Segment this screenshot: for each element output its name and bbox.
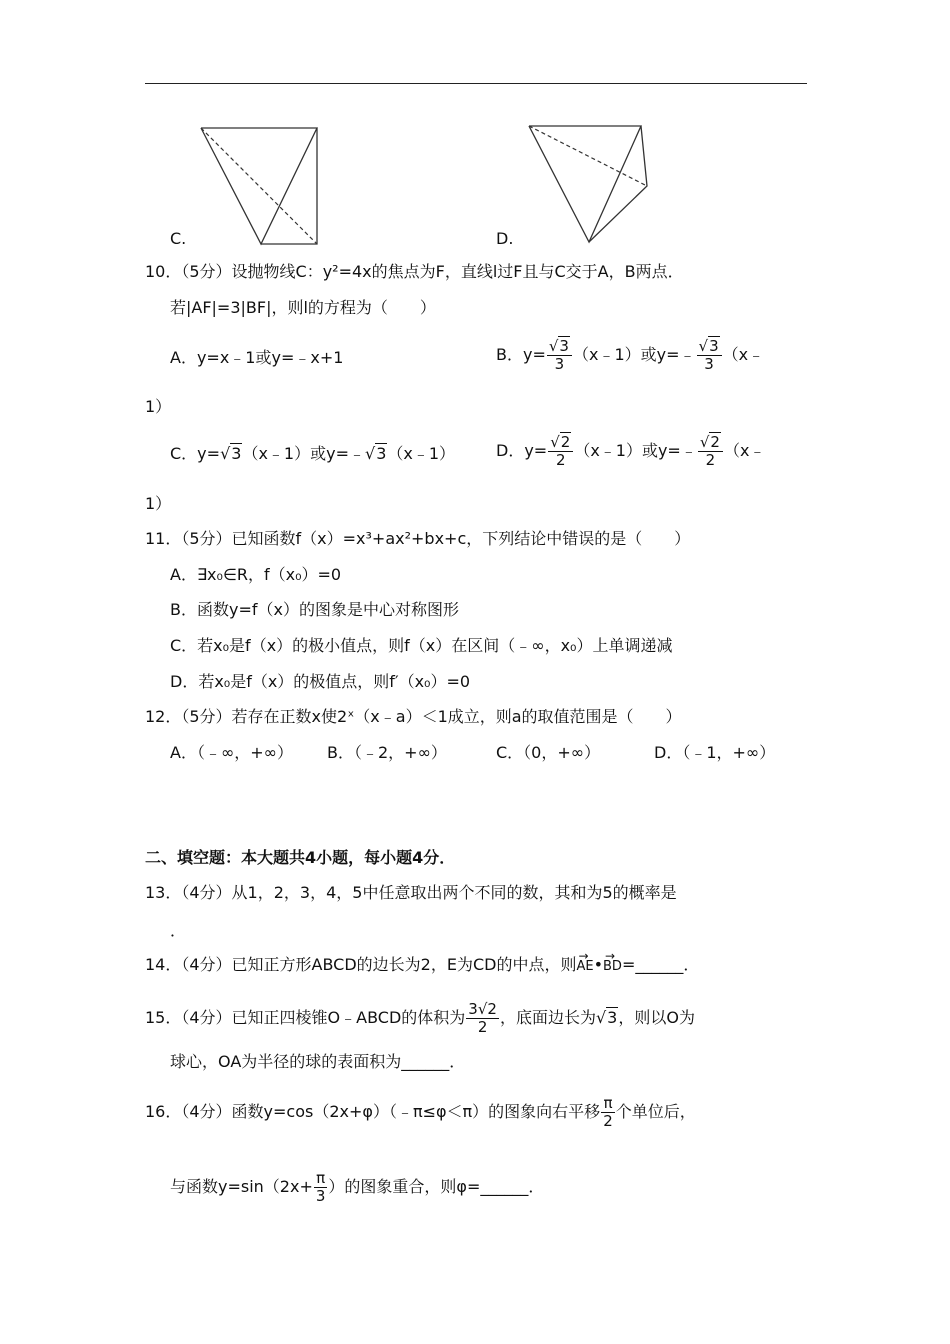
figure-c-dashed-line [201,128,317,244]
q15-sqrt: √3 [595,1008,618,1027]
q11-option-a: A．∃x₀∈R，f（x₀）=0 [170,565,342,584]
q10-stem: 10．（5分）设抛物线C：y²=4x的焦点为F，直线l过F且与C交于A，B两点． [145,262,684,281]
q16-frac-pi-3: $\frac{\pi}{3}$ [315,1169,326,1205]
q10-c-post: （x﹣1） [387,444,456,463]
q16-frac-pi-2: $\frac{\pi}{2}$ [603,1094,613,1130]
figure-d [523,122,653,250]
q12-option-d: D．（﹣1，+∞） [654,743,776,762]
q16-line2 [170,1170,544,1205]
q15-post: ，则以O为 [618,1008,695,1027]
figure-d-dashed-line [529,126,647,186]
q10-d-pre: D．y= [496,441,548,460]
q13-tail: ． [170,921,187,940]
q10-d-frac-1: $\frac{√2}{2}$ [548,434,573,469]
q16-line2-post: ）的图象重合，则φ=______． [328,1177,545,1196]
figure-c [195,122,325,250]
q10-b-pre: B．y= [496,345,546,364]
q10-c-sqrt-2: √3 [364,444,387,463]
q15-pre: 15．（4分）已知正四棱锥O﹣ABCD的体积为 [145,1008,466,1027]
q13-stem: 13．（4分）从1，2，3，4，5中任意取出两个不同的数，其和为5的概率是 [145,883,677,902]
q10-option-a: A．y=x﹣1或y=﹣x+1 [170,348,344,367]
figure-c-label: C. [170,229,187,248]
q16-line2-pre: 与函数y=sin（2x+ [170,1177,313,1196]
q16-post: 个单位后， [615,1102,696,1121]
q10-option-b [496,338,764,373]
q10-option-b-wrap: 1） [145,397,172,416]
q10-d-frac-2: $\frac{√2}{2}$ [698,434,723,469]
q10-b-frac1-rad: 3 [559,337,569,355]
q14-text: 14．（4分）已知正方形ABCD的边长为2，E为CD的中点，则 [145,955,577,974]
q16-pre: 16．（4分）函数y=cos（2x+φ）（﹣π≤φ＜π）的图象向右平移 [145,1102,601,1121]
q15-line1 [145,1001,695,1036]
q11-option-d: D．若x₀是f（x）的极值点，则f′（x₀）=0 [170,672,471,691]
q15-mid: ，底面边长为 [499,1008,596,1027]
q10-d-mid: （x﹣1）或y=﹣ [574,441,697,460]
q12-option-c: C．（0，+∞） [496,743,601,762]
q12-stem: 12．（5分）若存在正数x使2ˣ（x﹣a）＜1成立，则a的取值范围是（ ） [145,707,682,726]
q10-c-sqrt-1: √3 [220,444,242,463]
q10-c-mid: （x﹣1）或y=﹣ [242,444,365,463]
vector-bd: → BD [603,957,622,977]
q10-b-frac-2: $\frac{√3}{3}$ [697,338,722,373]
q10-condition: 若|AF|=3|BF|，则l的方程为（ ） [170,298,436,317]
q15-volume-frac: $\frac{3√2}{2}$ [468,1000,497,1036]
q10-d-post: （x﹣ [723,441,766,460]
q15-line2: 球心，OA为半径的球的表面积为______． [170,1052,466,1071]
figure-d-triangle [529,126,641,242]
q10-b-frac1-den: 3 [554,355,565,373]
q10-option-d [496,434,765,469]
dot-product-sign: • [593,955,604,974]
q10-b-post: （x﹣ [722,345,765,364]
q10-option-d-wrap: 1） [145,494,172,513]
q12-option-a: A．（﹣∞，+∞） [170,743,294,762]
q11-stem: 11．（5分）已知函数f（x）=x³+ax²+bx+c，下列结论中错误的是（ ） [145,529,691,548]
vector-ae: → AE [576,957,593,977]
figure-d-label: D. [496,229,514,248]
q10-b-frac2-den: 3 [704,355,714,373]
q10-option-c [170,444,455,464]
q14-blank: =______． [621,955,700,974]
q11-option-c: C．若x₀是f（x）的极小值点，则f（x）在区间（﹣∞，x₀）上单调递减 [170,636,673,655]
q16-line1 [145,1095,696,1130]
q12-option-b: B．（﹣2，+∞） [327,743,447,762]
header-rule [145,83,807,84]
figure-d-edge [589,126,647,242]
q10-b-frac2-rad: 3 [709,337,719,355]
q14-stem [145,955,699,977]
q10-b-mid: （x﹣1）或y=﹣ [572,345,696,364]
q10-b-frac-1: $\frac{√3}{3}$ [547,338,572,373]
q10-c-pre: C．y= [170,444,221,463]
section-heading: 二、填空题：本大题共4小题，每小题4分． [145,848,456,867]
q11-option-b: B．函数y=f（x）的图象是中心对称图形 [170,600,459,619]
